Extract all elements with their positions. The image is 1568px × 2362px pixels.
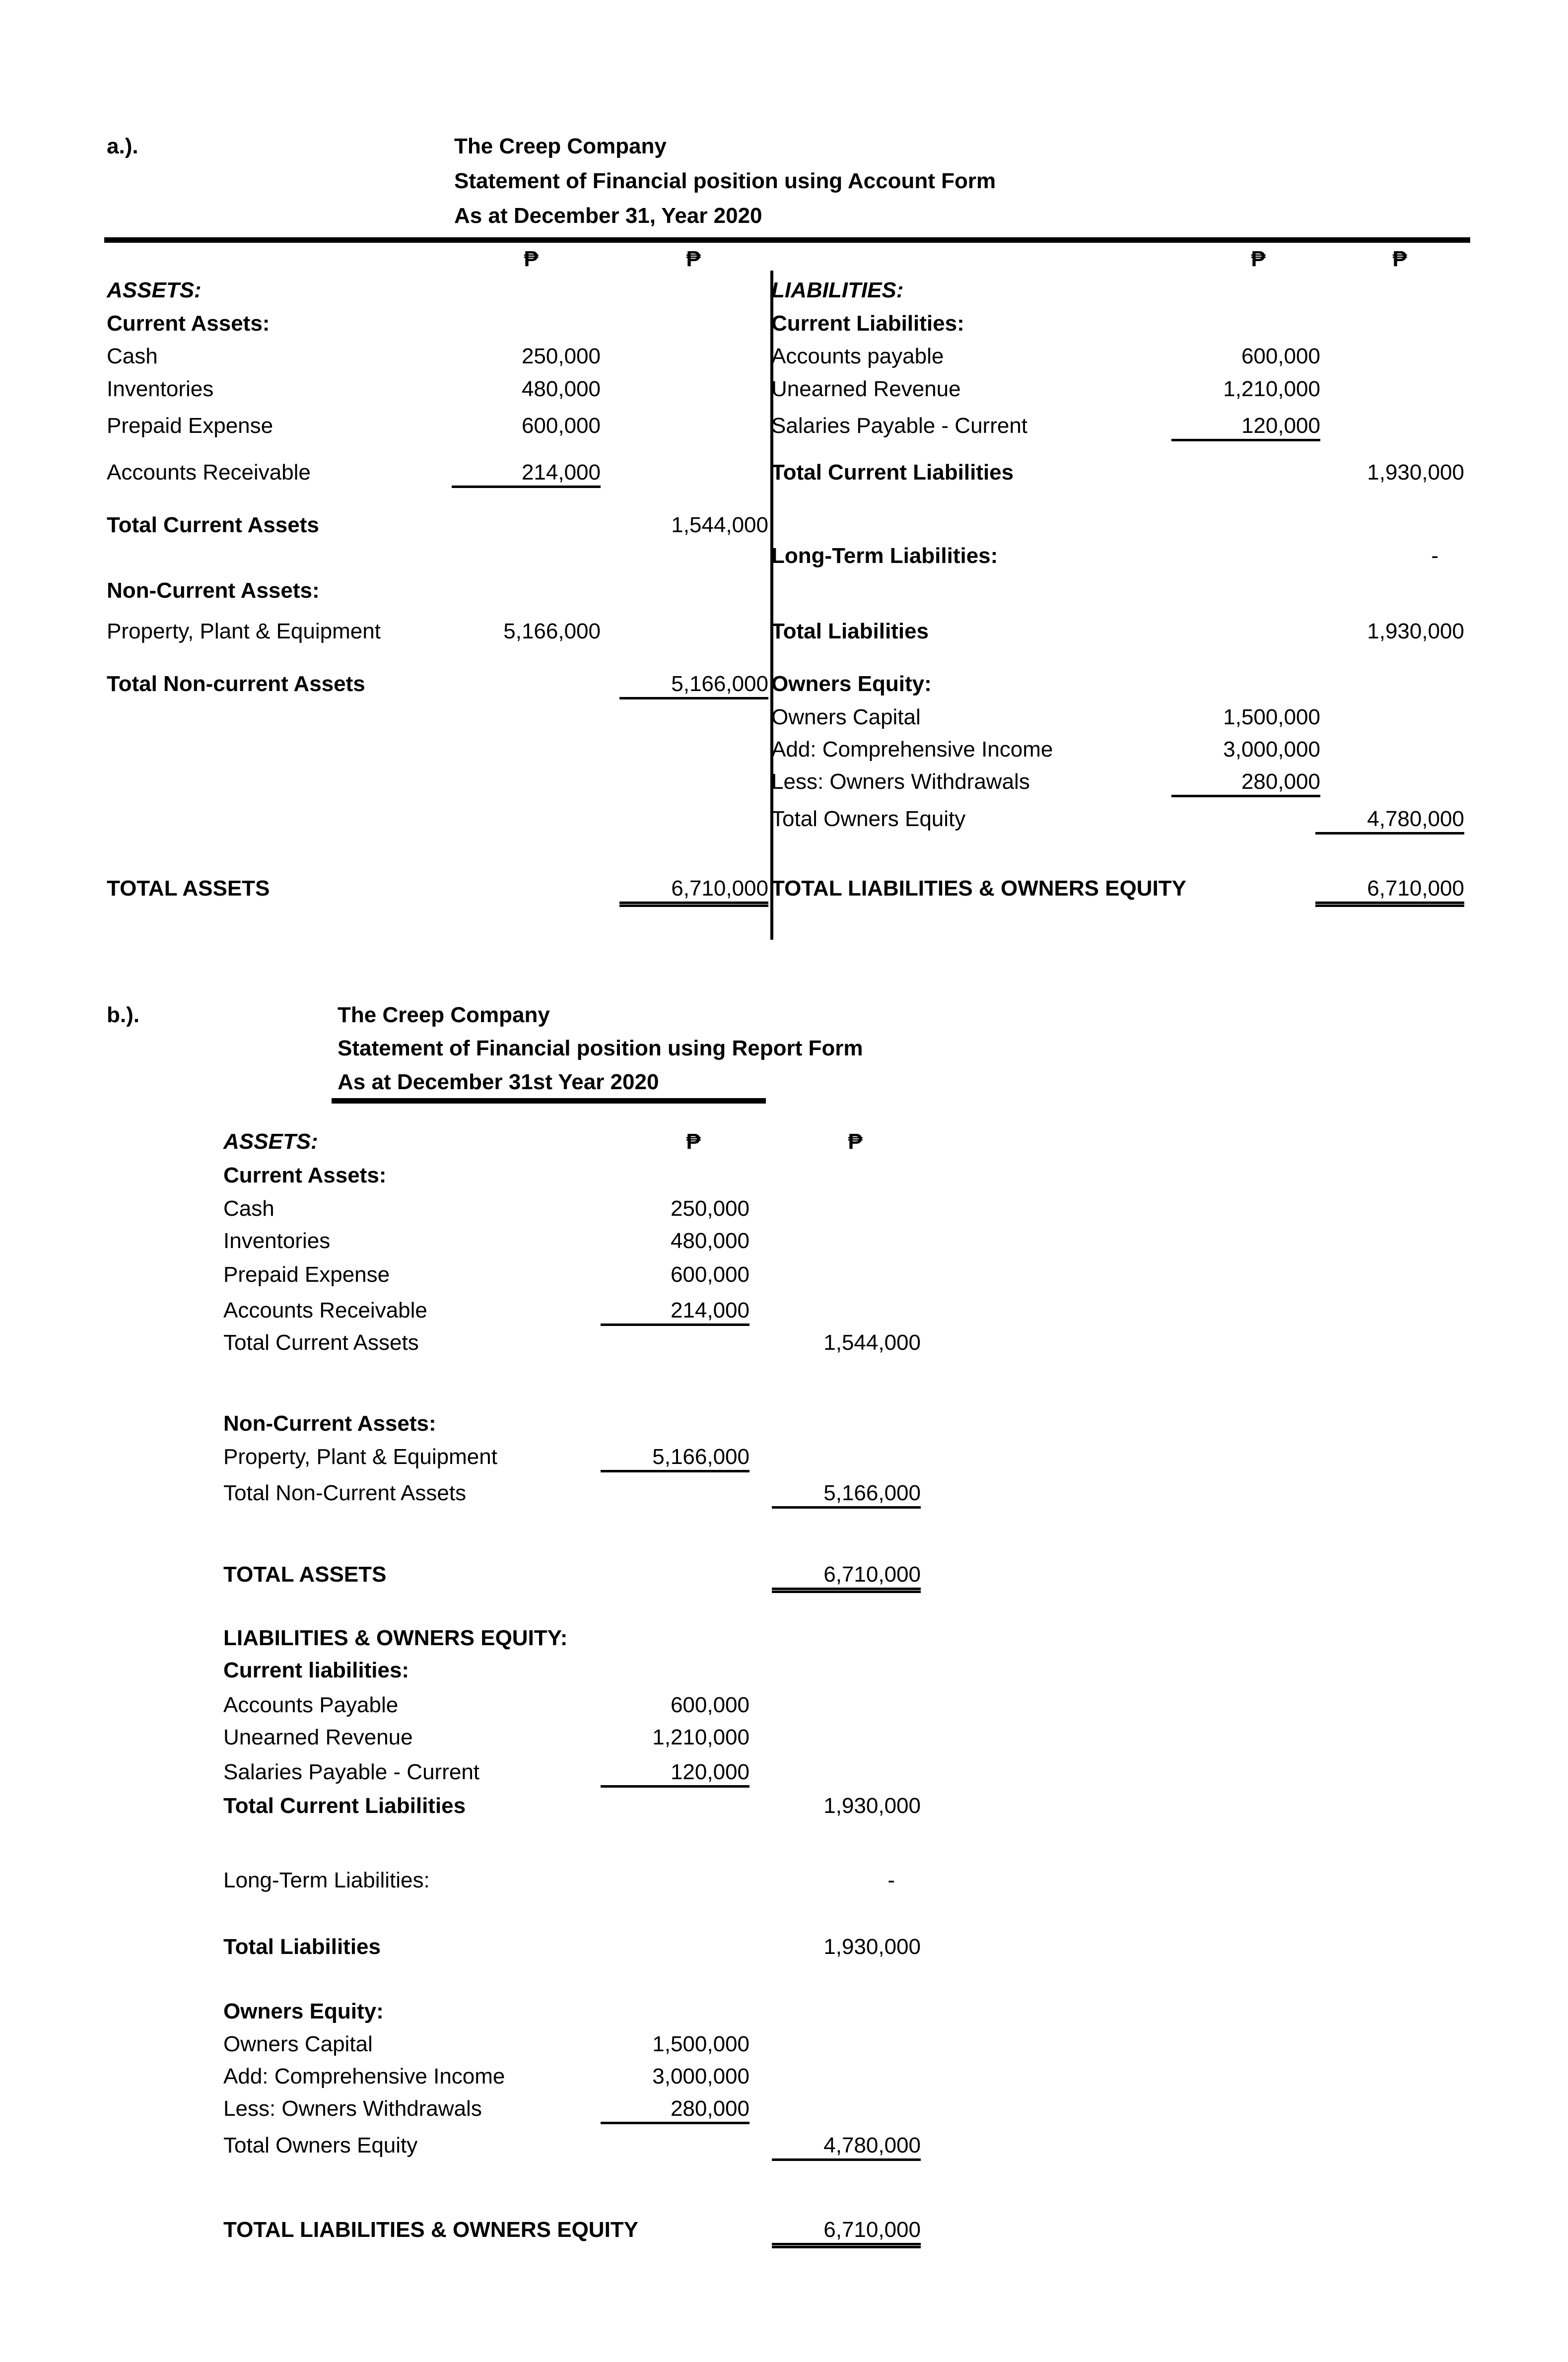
amount: 3,000,000	[1223, 737, 1320, 762]
long-term-liabilities-row	[771, 541, 1464, 571]
account-row-accounts-receivable	[107, 458, 768, 487]
account-label: Add: Comprehensive Income	[771, 737, 1053, 762]
account-label: Property, Plant & Equipment	[223, 1445, 497, 1469]
amount: 600,000	[670, 1693, 750, 1717]
account-label: Prepaid Expense	[107, 414, 273, 438]
account-label: Add: Comprehensive Income	[223, 2064, 505, 2088]
amount: 250,000	[670, 1196, 750, 1221]
amount-underlined: 214,000	[601, 1296, 750, 1326]
section-heading: ASSETS:	[223, 1129, 318, 1154]
account-label: Property, Plant & Equipment	[107, 619, 381, 643]
section-heading: LIABILITIES:	[771, 278, 904, 302]
noncurrent-assets-heading-row	[107, 576, 768, 606]
amount-dash: -	[1431, 544, 1438, 568]
company-name: The Creep Company	[454, 134, 667, 158]
account-label: Less: Owners Withdrawals	[223, 2096, 482, 2121]
current-liabilities-heading-row	[223, 1656, 921, 1685]
amount: 1,930,000	[1367, 460, 1464, 485]
account-row-accounts-payable	[223, 1690, 921, 1720]
account-label: Accounts Payable	[223, 1693, 399, 1717]
exercise-label-a: a.).	[107, 134, 138, 158]
total-owners-equity-row	[771, 804, 1464, 834]
amount: 480,000	[670, 1229, 750, 1253]
account-row-comprehensive-income	[223, 2062, 921, 2091]
amount: 600,000	[670, 1262, 750, 1287]
peso-sign: ₱	[848, 1129, 863, 1154]
amount-underlined: 120,000	[1171, 411, 1320, 441]
group-heading: Current liabilities:	[223, 1658, 409, 1682]
section-heading: LIABILITIES & OWNERS EQUITY:	[223, 1626, 568, 1650]
amount-underlined: 5,166,000	[619, 669, 768, 699]
owners-equity-heading-row	[771, 669, 1464, 699]
total-label: Total Owners Equity	[771, 807, 966, 831]
amount: 1,210,000	[1223, 377, 1320, 401]
noncurrent-assets-heading-row	[223, 1409, 921, 1439]
group-heading: Non-Current Assets:	[107, 578, 320, 603]
amount-underlined: 120,000	[601, 1757, 750, 1788]
amount: 3,000,000	[652, 2064, 750, 2088]
account-label: Salaries Payable - Current	[223, 1760, 480, 1784]
account-row-owners-capital	[223, 2029, 921, 2059]
account-label: Less: Owners Withdrawals	[771, 769, 1030, 794]
amount-underlined: 280,000	[1171, 767, 1320, 797]
total-assets-row	[107, 874, 768, 903]
statement-date: As at December 31, Year 2020	[454, 204, 762, 228]
assets-heading-row	[223, 1127, 921, 1157]
account-row-salaries-payable	[771, 411, 1464, 441]
assets-heading-row	[107, 276, 768, 305]
total-label: Total Non-Current Assets	[223, 1481, 467, 1505]
amount: 250,000	[521, 344, 601, 368]
peso-sign: ₱	[686, 1129, 701, 1154]
total-liabilities-row	[223, 1932, 921, 1962]
account-row-owners-withdrawals	[771, 767, 1464, 797]
amount: 1,930,000	[823, 1935, 921, 1959]
amount: 1,544,000	[823, 1330, 921, 1355]
total-label: Total Current Liabilities	[223, 1794, 466, 1818]
account-row-unearned-revenue	[771, 374, 1464, 404]
total-liabilities-equity-row	[771, 874, 1464, 903]
grand-total-label: TOTAL LIABILITIES & OWNERS EQUITY	[771, 876, 1187, 901]
current-liabilities-heading-row	[771, 309, 1464, 339]
total-noncurrent-assets-row	[223, 1478, 921, 1508]
amount-underlined: 4,780,000	[1315, 804, 1464, 834]
amount-underlined: 5,166,000	[601, 1442, 750, 1472]
total-label: Total Owners Equity	[223, 2133, 418, 2157]
account-label: Salaries Payable - Current	[771, 414, 1028, 438]
account-label: Cash	[107, 344, 158, 368]
amount-underlined: 5,166,000	[772, 1478, 921, 1509]
account-row-comprehensive-income	[771, 735, 1464, 764]
amount-double-underlined: 6,710,000	[772, 2215, 921, 2245]
total-current-liabilities-row	[771, 458, 1464, 487]
account-row-inventories	[107, 374, 768, 404]
account-label: Inventories	[107, 377, 214, 401]
account-row-ppe	[223, 1442, 921, 1472]
grand-total-label: TOTAL LIABILITIES & OWNERS EQUITY	[223, 2218, 639, 2242]
account-label: Inventories	[223, 1229, 331, 1253]
account-label: Accounts payable	[771, 344, 944, 368]
statement-title: Statement of Financial position using Account Form	[454, 169, 996, 193]
section-heading: ASSETS:	[107, 278, 202, 302]
amount: 5,166,000	[503, 619, 601, 643]
total-noncurrent-assets-row	[107, 669, 768, 699]
amount-double-underlined: 6,710,000	[619, 874, 768, 904]
liabilities-heading-row	[771, 276, 1464, 305]
total-assets-row	[223, 1560, 921, 1590]
total-owners-equity-row	[223, 2131, 921, 2160]
account-row-ppe	[107, 617, 768, 646]
account-label: Cash	[223, 1196, 274, 1221]
owners-equity-heading-row	[223, 1997, 921, 2026]
account-row-accounts-payable	[771, 342, 1464, 371]
amount-double-underlined: 6,710,000	[772, 1560, 921, 1590]
current-assets-heading-row	[107, 309, 768, 339]
account-row-inventories	[223, 1226, 921, 1256]
group-heading: Owners Equity:	[223, 1999, 384, 2023]
amount: 600,000	[1241, 344, 1320, 368]
account-row-cash	[107, 342, 768, 371]
total-label: Total Liabilities	[771, 619, 929, 643]
peso-sign: ₱	[524, 247, 539, 271]
total-current-liabilities-row	[223, 1791, 921, 1821]
grand-total-label: TOTAL ASSETS	[107, 876, 270, 901]
total-label: Total Liabilities	[223, 1935, 381, 1959]
amount: 1,210,000	[652, 1725, 750, 1749]
header-rule	[104, 237, 1470, 243]
amount: 1,544,000	[671, 513, 768, 537]
long-term-liabilities-row	[223, 1866, 921, 1895]
group-heading: Current Liabilities:	[771, 311, 964, 336]
total-label: Total Current Assets	[107, 513, 319, 537]
account-label: Prepaid Expense	[223, 1262, 390, 1287]
group-heading: Current Assets:	[223, 1163, 387, 1187]
statement-date: As at December 31st Year 2020	[338, 1070, 659, 1094]
peso-sign: ₱	[686, 247, 701, 271]
amount: 600,000	[521, 414, 601, 438]
account-label: Owners Capital	[223, 2032, 373, 2056]
header-rule	[332, 1098, 766, 1104]
amount: 1,500,000	[652, 2032, 750, 2056]
liabilities-equity-heading-row	[223, 1623, 921, 1653]
amount: 480,000	[521, 377, 601, 401]
company-name: The Creep Company	[338, 1003, 550, 1027]
account-label: Accounts Receivable	[107, 460, 311, 485]
total-label: Total Non-current Assets	[107, 672, 365, 696]
total-current-assets-row	[223, 1328, 921, 1358]
group-heading: Owners Equity:	[771, 672, 932, 696]
amount: 1,930,000	[823, 1794, 921, 1818]
account-label: Accounts Receivable	[223, 1298, 427, 1322]
total-label: Total Current Assets	[223, 1330, 419, 1355]
group-heading: Current Assets:	[107, 311, 270, 336]
amount-underlined: 4,780,000	[772, 2131, 921, 2161]
amount-underlined: 214,000	[452, 458, 601, 488]
group-heading: Long-Term Liabilities:	[771, 544, 998, 568]
account-label: Owners Capital	[771, 705, 921, 729]
grand-total-label: TOTAL ASSETS	[223, 1562, 387, 1587]
amount: 1,930,000	[1367, 619, 1464, 643]
account-row-cash	[223, 1194, 921, 1224]
account-row-unearned-revenue	[223, 1723, 921, 1752]
account-row-owners-capital	[771, 702, 1464, 732]
account-row-owners-withdrawals	[223, 2094, 921, 2124]
amount-underlined: 280,000	[601, 2094, 750, 2124]
account-row-prepaid-expense	[223, 1260, 921, 1290]
exercise-label-b: b.).	[107, 1003, 139, 1027]
account-row-salaries-payable	[223, 1757, 921, 1787]
statement-title: Statement of Financial position using Report Form	[338, 1036, 863, 1060]
peso-sign: ₱	[1251, 247, 1266, 271]
amount-dash: -	[887, 1868, 895, 1892]
total-label: Total Current Liabilities	[771, 460, 1014, 485]
account-row-accounts-receivable	[223, 1296, 921, 1325]
total-current-assets-row	[107, 510, 768, 540]
amount-double-underlined: 6,710,000	[1315, 874, 1464, 904]
group-heading: Long-Term Liabilities:	[223, 1868, 430, 1892]
current-assets-heading-row	[223, 1161, 921, 1190]
amount: 1,500,000	[1223, 705, 1320, 729]
total-liabilities-equity-row	[223, 2215, 921, 2245]
account-row-prepaid-expense	[107, 411, 768, 441]
account-label: Unearned Revenue	[223, 1725, 413, 1749]
peso-sign: ₱	[1392, 247, 1407, 271]
total-liabilities-row	[771, 617, 1464, 646]
group-heading: Non-Current Assets:	[223, 1411, 436, 1436]
account-label: Unearned Revenue	[771, 377, 961, 401]
